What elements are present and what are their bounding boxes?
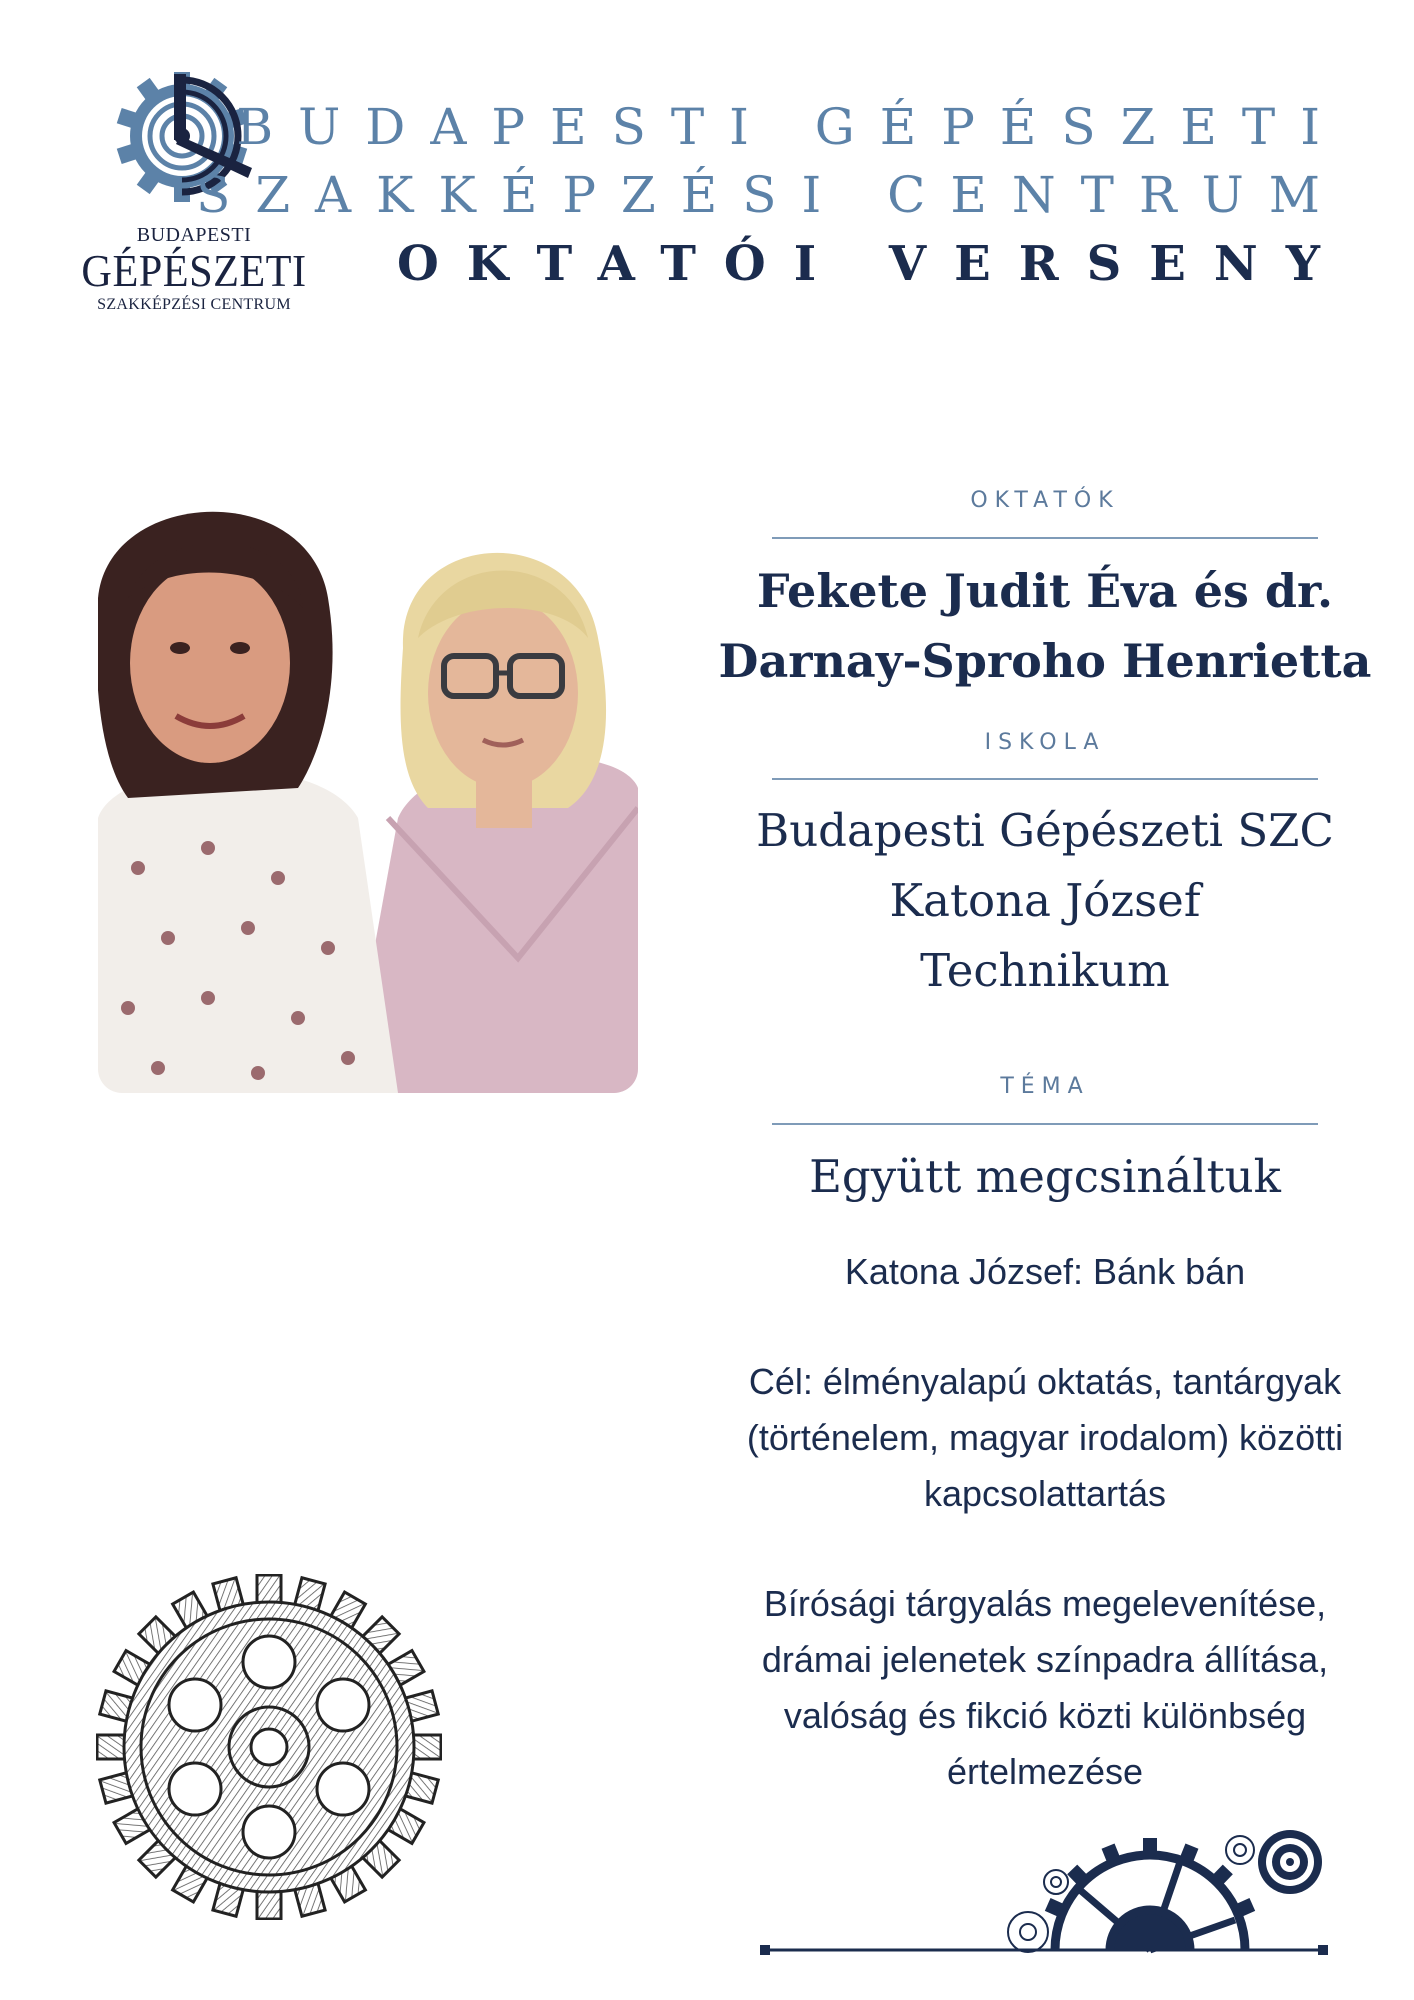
activities-line-4: értelmezése — [946, 1751, 1144, 1792]
teachers-photo — [98, 488, 638, 1093]
topic-work: Katona József: Bánk bán — [844, 1251, 1246, 1292]
divider-school — [772, 778, 1318, 780]
topic-goal — [690, 1354, 1400, 1522]
school-name — [700, 796, 1390, 1006]
activities-line-3: valóság és fikció közti különbség — [783, 1695, 1307, 1736]
teachers-line-2: Darnay-Sproho Henrietta — [718, 634, 1372, 688]
topic-label: TÉMA — [1000, 1074, 1090, 1099]
school-label: ISKOLA — [984, 730, 1106, 755]
activities-line-1: Bírósági tárgyalás megelevenítése, — [763, 1583, 1327, 1624]
school-line-2: Katona József — [889, 874, 1201, 927]
goal-line-2: (történelem, magyar irodalom) közötti — [746, 1417, 1344, 1458]
logo-text-gepeszeti: GÉPÉSZETI — [81, 245, 307, 296]
school-line-3: Technikum — [920, 944, 1170, 997]
logo-text-budapesti: BUDAPESTI — [136, 224, 252, 246]
header-line-1: BUDAPESTI GÉPÉSZETI — [236, 98, 1345, 156]
decorative-gear-icon — [96, 1574, 442, 1920]
school-line-1: Budapesti Gépészeti SZC — [756, 804, 1334, 857]
activities-line-2: drámai jelenetek színpadra állítása, — [761, 1639, 1329, 1680]
divider-topic — [772, 1123, 1318, 1125]
goal-line-3: kapcsolattartás — [923, 1473, 1167, 1514]
logo-text-szakkepzesi: SZAKKÉPZÉSI CENTRUM — [97, 296, 291, 313]
header-line-2: SZAKKÉPZÉSI CENTRUM — [196, 166, 1345, 224]
decorative-gears-footer-icon — [760, 1822, 1340, 1958]
topic-title: Együtt megcsináltuk — [809, 1150, 1281, 1203]
teachers-label: OKTATÓK — [970, 488, 1120, 513]
goal-line-1: Cél: élményalapú oktatás, tantárgyak — [748, 1361, 1342, 1402]
divider-teachers — [772, 537, 1318, 539]
header-title: OKTATÓI VERSENY — [396, 236, 1348, 292]
teachers-line-1: Fekete Judit Éva és dr. — [756, 564, 1334, 618]
teachers-names — [700, 556, 1390, 696]
topic-activities — [700, 1576, 1390, 1800]
